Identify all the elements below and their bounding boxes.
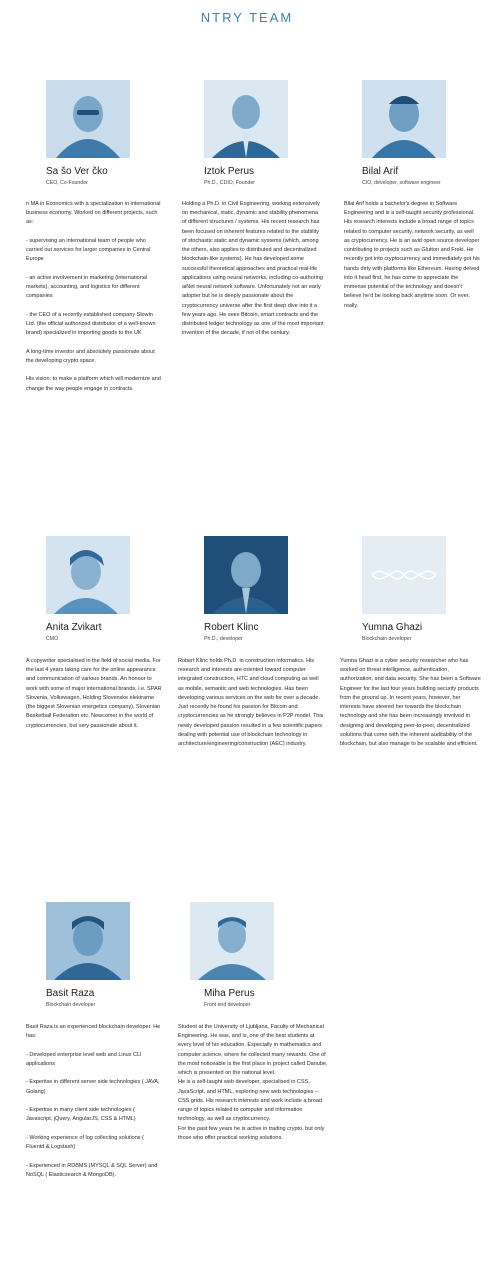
member-photo [204,80,288,158]
member-name: Basit Raza [46,988,95,999]
member-photo [204,536,288,614]
member-bio: Bilal Arif holds a bachelor's degree in Software Engineering and is a self-taught security professional. His research interests include a broad range of topics related to computer security, network security, as well as cryptocurrency. He is an avid open source developer contributing to projects such as Glutton and Freki. He recently got into cryptocurrency and immediately got his hands dirty with platforms like Ethereum. Having delved into it head first, he has come to appreciate the immense potential of the technology and doesn't believe he'd be looking back anytime soon. Or ever, really. [344,201,482,309]
member-photo [362,80,446,158]
member-role: Front end developer [204,1002,251,1008]
member-role: Blockchain developer [46,1002,96,1008]
member-name: Anita Zvikart [46,622,102,633]
member-name: Yumna Ghazi [362,622,423,633]
member-bio: Yumna Ghazi is a cyber security researcher who has worked on threat intelligence, authentication, authorization, and data security. She has been a Software Engineer for the last four years building security products from the ground up. In recent years, however, her interests have steered her towards the blockchain technology and she has been increasingly involved in designing and developing peer-to-peer, decentralized solutions that come with the inherent auditability of the blockchain, but also manage to be scalable and efficient. [340,658,483,748]
member-photo [362,536,446,614]
member-role: Blockchain developer [362,636,412,642]
member-name: Robert Klinc [204,622,259,633]
member-role: CEO, Co-Founder [46,180,88,186]
member-bio: A copywriter specialised in the field of social media. For the last 4 years taking care for the online appearance and communication of various brands. An honour to work with some of major international brands, i.e. SPAR Slovenia, Volkswagen, Holding Slovenske elektrarne (the biggest Slovenian energetics company), Slovenian Basketball Federation etc. Newcomer in the world of cryptocurrencies, but very passionate about it. [26,658,164,729]
member-role: CIO, developer, software engineer [362,180,441,186]
member-bio: Robert Klinc holds Ph.D. in construction informatics. His research and interests are oriented toward computer integrated construction, HTC and cloud computing as well as mobile, semantic and web technologies. Has been developing various services on the web for over a decade. Just recently he found his passion for Bitcoin and cryptocurrencies as he strongly believes in P2P model. This newly developed passion resulted in a few scientific papers dealing with potential use of blockchain technology in architecture/engineering/construction (AEC) industry. [178,658,325,748]
page-title: NTRY TEAM [200,10,294,25]
member-role: Ph.D., developer [204,636,243,642]
member-name: Iztok Perus [204,166,255,177]
member-bio: Holding a Ph.D. in Civil Engineering, working extensively on mechanical, static, dynamic and stability phenomena of different structures / systems. His recent research has been focused on inherent features related to the stability of stochastic static and dynamic systems (which, among the others, also applies to distributed and decentralized blockchain-like systems). He has developed some successful theoretical approaches and practical real-life applications using neural networks, including co-authoring aiNet neural network software. Unfortunately not an early adopter but he is deeply passionate about the cryptocurrency universe after the first deep dive into it a few years ago. He sees Bitcoin, smart contracts and the distributed ledger technology as one of the most important invention of the decade, if not of the century. [182,201,326,337]
member-photo [46,536,130,614]
member-bio: Student at the University of Ljubljana, Faculty of Mechanical Engineering. He was, and is, one of the best students at every level of his education. Especially in mathematics and computer science, where he collected many rewards. One of the most noticeable is the first place in project called Danube, which is presented on the national level. He is a self-taught web developer, specialised in CSS, JavaScript, and HTML, exploring new web technologies – CSS grids. His research interests and work include a broad range of topics related to computer and information technology, as well as cryptocurrency. For the past few years he is active in trading crypto, but only those who offer practical working solutions. [178,1024,328,1141]
member-name: Miha Perus [204,988,255,999]
member-bio: n MA in Economics with a specialization in international business economy. Worked on different projects, such as: - supervising an international team of people who carried out services for larger companies in Central Europe - an active involvement in marketing (international markets), accounting, and logistics for different companies - the CEO of a recently established company Slowin Ltd. (the official authorized distributor of a well-known brand) specialized in importing goods to the UK A long-time investor and absolutely passionate about the developing crypto space. His vision: to make a platform which will modernize and change the way people engage in contracts. [26,201,161,392]
member-role: Ph.D., CDIO, Founder [204,180,256,186]
member-photo [46,80,130,158]
member-photo [190,902,274,980]
member-photo [46,902,130,980]
member-name: Sa šo Ver čko [46,166,108,177]
member-bio: Basit Raza is an experienced blockchain developer. He has: - Developed enterprise level web and Linux CLI applications - Expertise in different server side technologies ( JAVA, Golang) - Expertise in many client side technologies ( Javascript, jQuery, AngularJS, CSS & HTML) - Working experience of log collecting solutions ( Fluentd & Logstash) - Experienced in RDBMS (MYSQL & SQL Server) and NoSQL ( Elasticsearch & MongoDB). [26,1024,161,1178]
member-role: CMO [46,636,59,642]
member-name: Bilal Arif [362,166,399,177]
